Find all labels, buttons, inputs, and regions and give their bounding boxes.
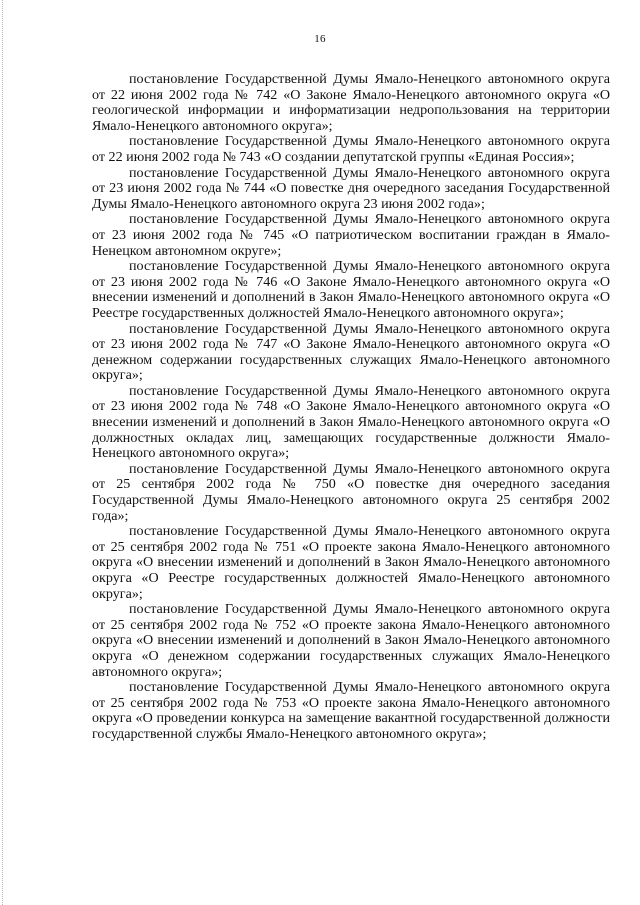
resolution-paragraph-744: постановление Государственной Думы Ямало-Ненецкого автономного округа от 23 июня 2002 года № 744 «О повестке дня очередного заседания Государственной Думы Ямало-Ненецкого автономного округа 23 июня 2002 года»;: [92, 164, 610, 212]
document-body: [92, 72, 610, 743]
resolution-paragraph-748: постановление Государственной Думы Ямало-Ненецкого автономного округа от 23 июня 2002 года № 748 «О Законе Ямало-Ненецкого автономного округа «О внесении изменений и дополнений в Закон Ямало-Ненецкого автономного округа «О должностных окладах лиц, замещающих государственные должности Ямало-Ненецкого автономного округа»;: [92, 382, 610, 462]
resolution-paragraph-747: постановление Государственной Думы Ямало-Ненецкого автономного округа от 23 июня 2002 года № 747 «О Законе Ямало-Ненецкого автономного округа «О денежном содержании государственных служащих Ямало-Ненецкого автономного округа»;: [92, 320, 610, 384]
resolution-paragraph-746: постановление Государственной Думы Ямало-Ненецкого автономного округа от 23 июня 2002 года № 746 «О Законе Ямало-Ненецкого автономного округа «О внесении изменений и дополнений в Закон Ямало-Ненецкого автономного округа «О Реестре государственных должностей Ямало-Ненецкого автономного округа»;: [92, 258, 610, 321]
resolution-paragraph-745: постановление Государственной Думы Ямало-Ненецкого автономного округа от 23 июня 2002 года № 745 «О патриотическом воспитании граждан в Ямало-Ненецком автономном округе»;: [92, 211, 610, 259]
resolution-paragraph-751: постановление Государственной Думы Ямало-Ненецкого автономного округа от 25 сентября 2002 года № 751 «О проекте закона Ямало-Ненецкого автономного округа «О внесении изменений и дополнений в Закон Ямало-Ненецкого автономного округа «О Реестре государственных должностей Ямало-Ненецкого автономного округа»;: [92, 523, 610, 602]
page-number: 16: [314, 33, 326, 45]
page-edge-dotted-line: [2, 0, 4, 905]
resolution-paragraph-752: постановление Государственной Думы Ямало-Ненецкого автономного округа от 25 сентября 2002 года № 752 «О проекте закона Ямало-Ненецкого автономного округа «О внесении изменений и дополнений в Закон Ямало-Ненецкого автономного округа «О денежном содержании государственных служащих Ямало-Ненецкого автономного округа»;: [92, 601, 610, 680]
resolution-paragraph-753: постановление Государственной Думы Ямало-Ненецкого автономного округа от 25 сентября 2002 года № 753 «О проекте закона Ямало-Ненецкого автономного округа «О проведении конкурса на замещение вакантной государственной должности государственной службы Ямало-Ненецкого автономного округа»;: [92, 679, 610, 742]
resolution-paragraph-743: постановление Государственной Думы Ямало-Ненецкого автономного округа от 22 июня 2002 года № 743 «О создании депутатской группы «Единая Россия»;: [92, 133, 610, 165]
resolution-paragraph-750: постановление Государственной Думы Ямало-Ненецкого автономного округа от 25 сентября 2002 года № 750 «О повестке дня очередного заседания Государственной Думы Ямало-Ненецкого автономного округа 25 сентября 2002 года»;: [92, 460, 610, 524]
resolution-paragraph-742: постановление Государственной Думы Ямало-Ненецкого автономного округа от 22 июня 2002 года № 742 «О Законе Ямало-Ненецкого автономного округа «О геологической информации и информатизации недропользования на территории Ямало-Ненецкого автономного округа»;: [92, 71, 610, 134]
